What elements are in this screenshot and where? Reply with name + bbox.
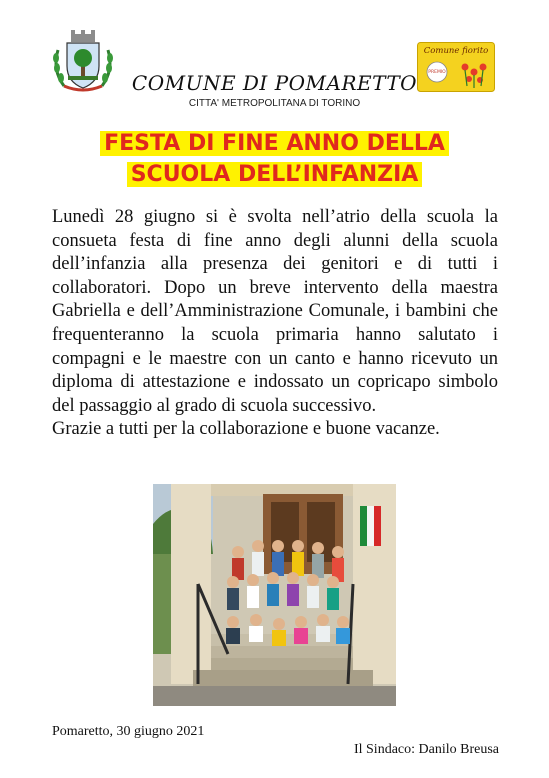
- mayor-signature: Il Sindaco: Danilo Breusa: [353, 742, 499, 757]
- title-line-1: FESTA DI FINE ANNO DELLA: [100, 131, 449, 156]
- thanks-paragraph: Grazie a tutti per la collaborazione e buone vacanze.: [52, 419, 440, 440]
- page-title: [0, 128, 549, 190]
- title-line-2: SCUOLA DELL’INFANZIA: [127, 162, 423, 187]
- announcement-body: [52, 206, 498, 442]
- municipality-name: COMUNE DI POMARETTO: [131, 71, 418, 95]
- badge-premio: PREMIO: [428, 70, 446, 75]
- province-name: CITTA' METROPOLITANA DI TORINO: [188, 98, 361, 109]
- announcement-paragraph: Lunedì 28 giugno si è svolta nell’atrio della scuola la consueta festa di fine anno degli alunni della scuola dell’infanzia alla presenza dei genitori e di tutti i collaboratori. Dopo un breve intervento della maestra Gabriella e dell’Amministrazione Comunale, i bambini che frequenteranno la scuola primaria hanno salutato i compagni e le maestre con un canto e hanno ricevuto un diploma di attestazione e indossato un copricapo simbolo del passaggio al grado di scuola successivo.: [52, 207, 498, 416]
- children-group-photo: [153, 484, 396, 706]
- place-and-date: Pomaretto, 30 giugno 2021: [52, 724, 205, 739]
- badge-title: Comune fiorito: [423, 46, 489, 56]
